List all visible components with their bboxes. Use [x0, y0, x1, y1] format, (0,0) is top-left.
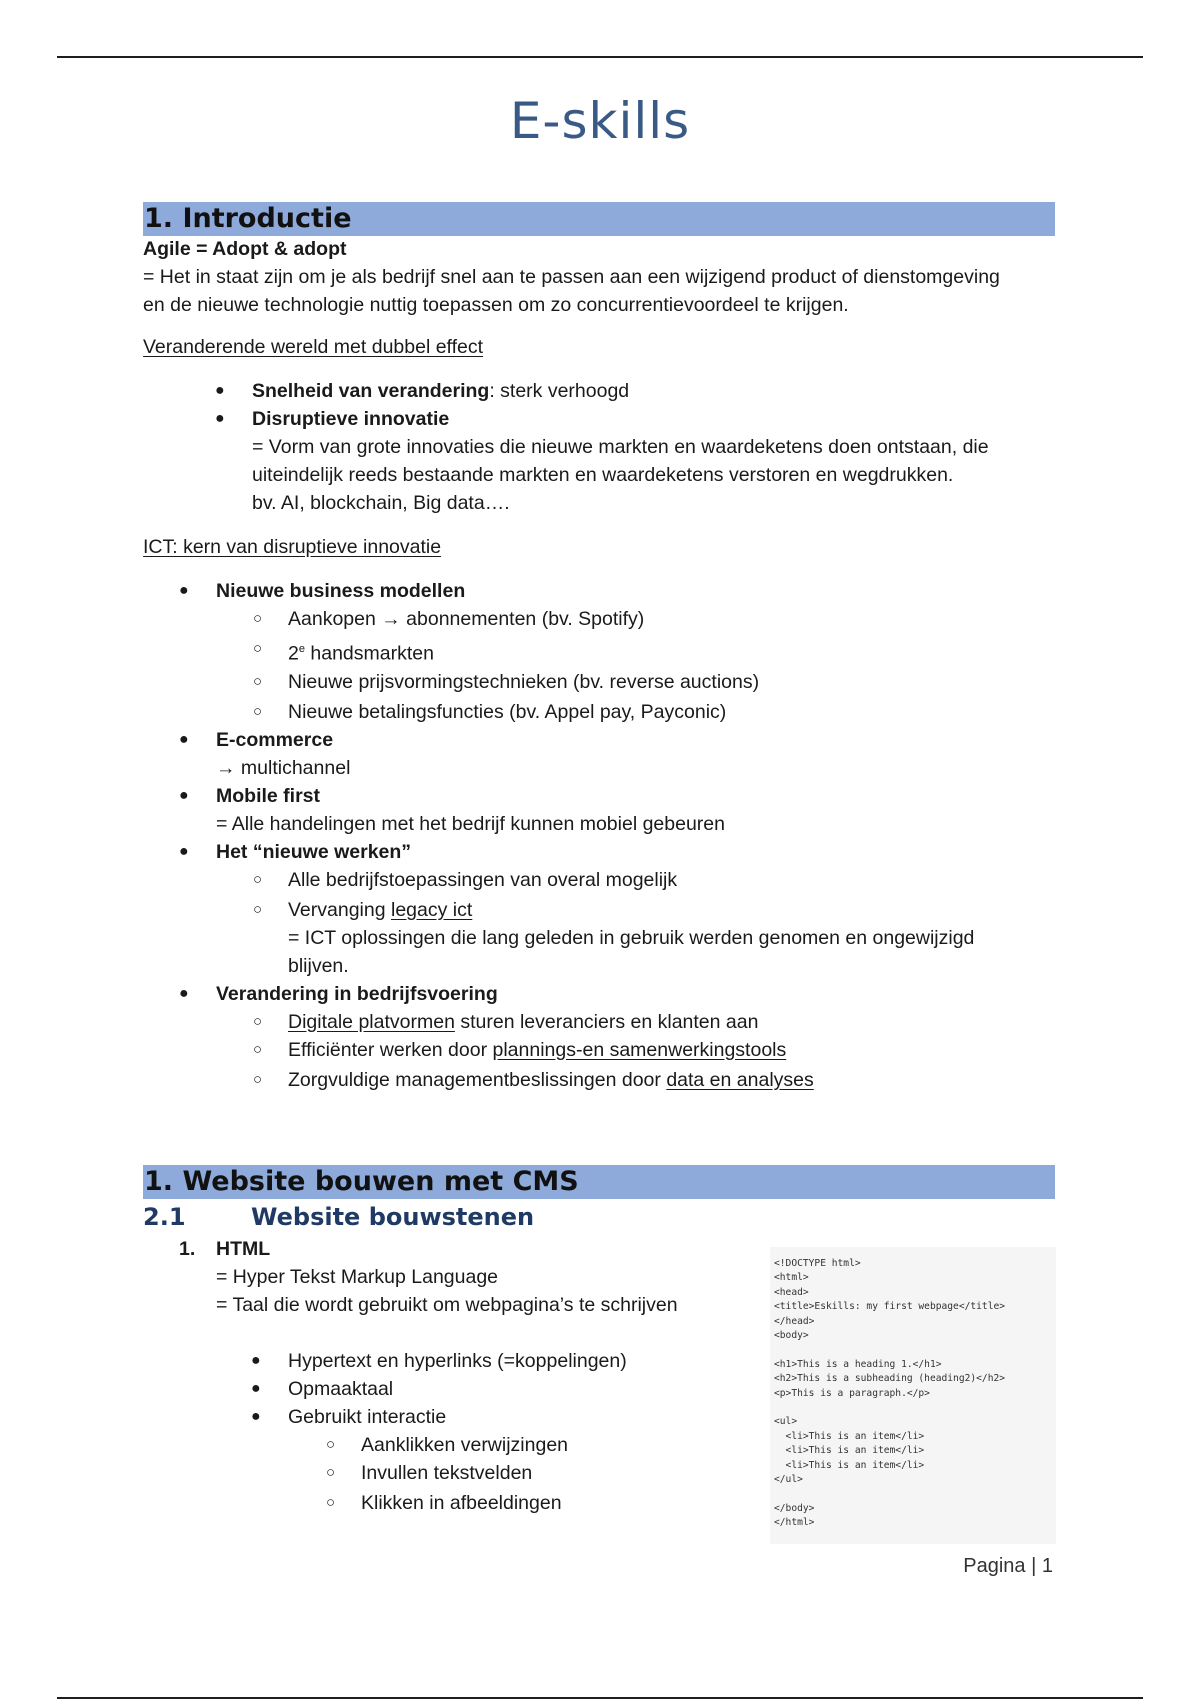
bullet-icon: ● [215, 410, 225, 427]
list-item [179, 577, 1055, 605]
list-item [253, 635, 1055, 668]
item-text: Hypertext en hyperlinks (=koppelingen) [288, 1350, 627, 1372]
sublist-business-change [216, 1008, 1055, 1094]
item-text: Klikken in afbeeldingen [361, 1492, 562, 1514]
list-item [253, 1066, 1055, 1094]
agile-term: Agile = Adopt & adopt [143, 238, 347, 260]
list-item [253, 698, 1055, 726]
sublist-business-models [216, 605, 1055, 726]
link-legacy-ict: legacy ict [391, 898, 473, 921]
list-item [253, 1008, 1055, 1036]
bullet-bold-text: Verandering in bedrijfsvoering [216, 982, 498, 1005]
item-text: Nieuwe betalingsfuncties (bv. Appel pay, Payconic) [288, 700, 727, 723]
link-planningstools: plannings-en samenwerkingstools [492, 1038, 787, 1061]
list-item [179, 980, 1055, 1008]
superscript: e [298, 643, 305, 655]
html-def-1: = Hyper Tekst Markup Language [216, 1266, 499, 1288]
bullet-icon: ● [179, 730, 189, 748]
item-text: Gebruikt interactie [288, 1406, 447, 1428]
arrow-icon: → [381, 608, 401, 630]
bullet-icon: ● [179, 842, 189, 860]
circle-bullet-icon: ○ [253, 1040, 263, 1058]
circle-bullet-icon: ○ [253, 702, 263, 720]
item-text: abonnementen (bv. Spotify) [400, 608, 645, 630]
list-item [253, 605, 1055, 633]
item-text: Opmaaktaal [288, 1378, 394, 1400]
bullet-list-ict [143, 577, 1055, 1094]
list-item [179, 726, 1055, 754]
circle-bullet-icon: ○ [253, 640, 263, 657]
legacy-def-2: blijven. [288, 954, 349, 977]
section-heading-introductie: 1. Introductie [143, 202, 1055, 236]
item-text: Vervanging [288, 898, 391, 921]
list-item [253, 668, 1055, 696]
list-item [215, 377, 1055, 405]
link-digitale-platvormen: Digitale platvormen [288, 1010, 455, 1033]
item-text: sturen leveranciers en klanten aan [454, 1010, 759, 1033]
item-text: 2 [288, 642, 299, 665]
circle-bullet-icon: ○ [253, 672, 263, 690]
circle-bullet-icon: ○ [253, 870, 263, 888]
circle-bullet-icon: ○ [253, 610, 263, 627]
circle-bullet-icon: ○ [326, 1464, 336, 1481]
list-item [253, 866, 1055, 894]
arrow-icon: → [216, 756, 236, 779]
disruptive-def-3: bv. AI, blockchain, Big data…. [252, 492, 510, 514]
list-item [215, 405, 1055, 433]
bullet-bold-text: Mobile first [216, 784, 321, 807]
disruptive-def-1: = Vorm van grote innovaties die nieuwe markten en waardeketens doen ontstaan, die [252, 436, 989, 458]
page-number: Pagina | 1 [963, 1555, 1053, 1577]
subheading-title: Website bouwstenen [251, 1203, 535, 1231]
bottom-rule [57, 1697, 1143, 1699]
html-code-example: <!DOCTYPE html> <html> <head> <title>Eskills: my first webpage</title> </head> <body> <h1>This is a heading 1.</h1> <h2>This is a subheading (heading2)</h2> <p>This is a paragraph.</p> <ul> <li>This is an item</li> <li>This is an item</li> <li>This is an item</li> </ul> </body> </html> [770, 1247, 1056, 1544]
bullet-icon: ● [179, 582, 189, 599]
bullet-icon: ● [179, 786, 189, 804]
item-text: Alle bedrijfstoepassingen van overal mogelijk [288, 868, 678, 891]
document-title: E-skills [509, 92, 691, 150]
list-item [179, 782, 1055, 810]
item-text: Nieuwe prijsvormingstechnieken (bv. reverse auctions) [288, 670, 760, 693]
bullet-bold-text: Disruptieve innovatie [252, 408, 450, 430]
list-number: 1. [179, 1238, 196, 1260]
heading-veranderende-wereld: Veranderende wereld met dubbel effect [143, 336, 484, 358]
section-introductie [143, 202, 1055, 1094]
bullet-bold-text: Nieuwe business modellen [216, 580, 466, 602]
item-text: Invullen tekstvelden [361, 1462, 533, 1484]
ecommerce-sub [216, 754, 1055, 782]
item-text: Efficiënter werken door [288, 1038, 493, 1061]
legacy-def-1: = ICT oplossingen die lang geleden in gebruik werden genomen en ongewijzigd [288, 926, 975, 949]
circle-bullet-icon: ○ [326, 1494, 336, 1511]
item-text: Aankopen [288, 608, 382, 630]
item-text: handsmarkten [304, 642, 434, 665]
agile-definition-line-1: = Het in staat zijn om je als bedrijf snel aan te passen aan een wijzigend product of dienstomgeving [143, 266, 1000, 288]
html-def-2: = Taal die wordt gebruikt om webpagina’s te schrijven [216, 1294, 678, 1316]
circle-bullet-icon: ○ [253, 1070, 263, 1088]
item-text: multichannel [235, 756, 351, 779]
mobile-def: = Alle handelingen met het bedrijf kunnen mobiel gebeuren [216, 812, 725, 835]
list-item [253, 896, 1055, 924]
bullet-bold-text: E-commerce [216, 728, 334, 751]
section-heading-website: 1. Website bouwen met CMS [143, 1165, 1055, 1199]
bullet-icon: ● [215, 382, 225, 399]
circle-bullet-icon: ○ [326, 1436, 336, 1453]
bullet-icon: ● [251, 1380, 261, 1397]
sublist-new-work [216, 866, 1055, 980]
bullet-icon: ● [179, 984, 189, 1002]
subheading-number: 2.1 [143, 1203, 186, 1231]
bullet-icon: ● [251, 1352, 261, 1369]
bullet-icon: ● [251, 1408, 261, 1425]
item-text: Aanklikken verwijzingen [361, 1434, 569, 1456]
circle-bullet-icon: ○ [253, 1012, 263, 1030]
agile-definition-line-2: en de nieuwe technologie nuttig toepassen om zo concurrentievoordeel te krijgen. [143, 294, 849, 316]
heading-ict-kern: ICT: kern van disruptieve innovatie [143, 536, 442, 558]
bullet-bold-text: Het “nieuwe werken” [216, 840, 412, 863]
link-data-analyses: data en analyses [666, 1068, 814, 1091]
bullet-text: : sterk verhoogd [489, 380, 630, 402]
list-item [253, 1036, 1055, 1064]
bullet-list-wereld [143, 377, 1055, 517]
list-item [179, 838, 1055, 866]
bullet-bold-text: Snelheid van verandering [252, 380, 490, 402]
item-text: Zorgvuldige managementbeslissingen door [288, 1068, 667, 1091]
item-bold-text: HTML [216, 1238, 271, 1260]
subheading-bouwstenen [143, 1199, 1055, 1235]
top-rule [57, 56, 1143, 58]
disruptive-def-2: uiteindelijk reeds bestaande markten en waardeketens verstoren en wegdrukken. [252, 464, 954, 486]
circle-bullet-icon: ○ [253, 900, 263, 918]
